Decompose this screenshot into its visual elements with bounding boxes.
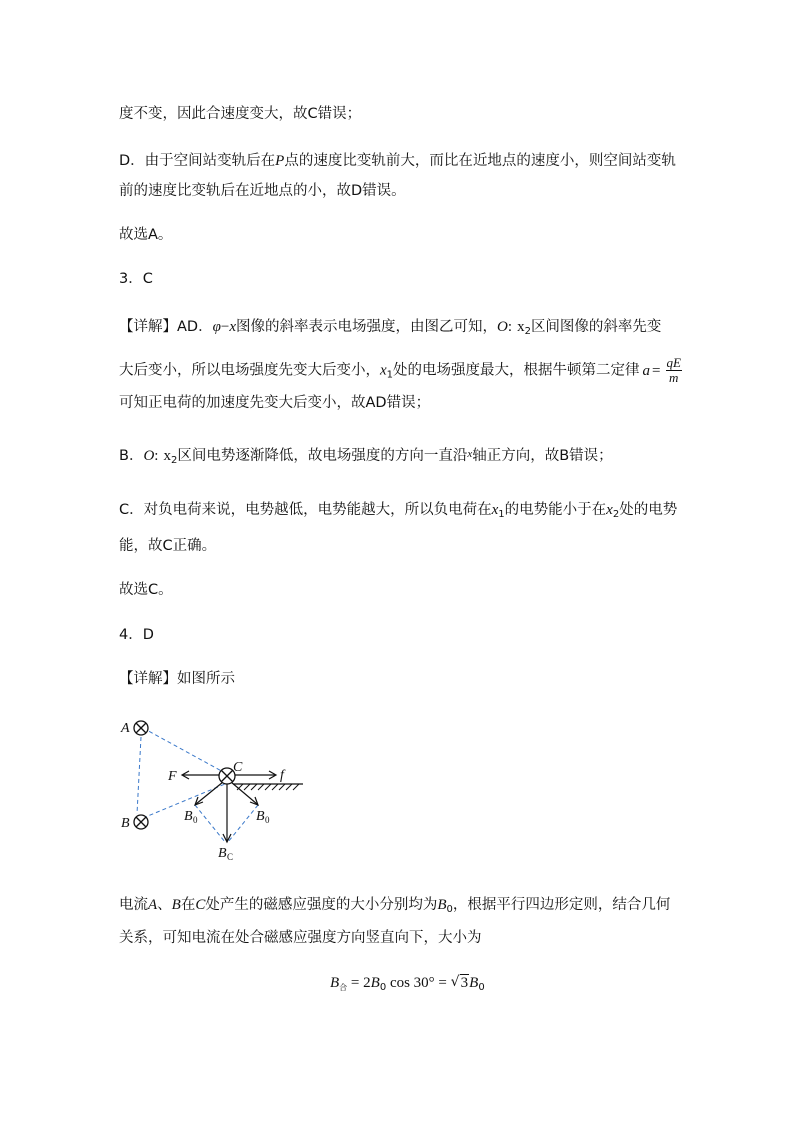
radicand: 3 <box>460 975 469 991</box>
magnetic-field-diagram <box>115 710 315 870</box>
text-segment: 点的速度比变轨前大，而比在近地点的速度小，则空间站变轨 <box>284 153 676 169</box>
math-symbol: x <box>517 319 525 335</box>
math-symbol: B <box>330 975 340 991</box>
line-2 <box>119 151 676 171</box>
dashed-line-b0-left-to-bc <box>195 805 225 842</box>
question-number <box>119 625 154 645</box>
text-segment: 【详解】如图所示 <box>119 671 235 687</box>
text-segment: ，根据平行四边形定则，结合几何 <box>452 897 671 913</box>
line-1 <box>119 104 361 124</box>
dashed-line-b0-right-to-bc <box>228 805 258 842</box>
text-segment: 关系，可知电流在处合磁感应强度方向竖直向下，大小为 <box>119 930 482 946</box>
math-symbol: P <box>275 153 285 169</box>
text-segment: 能，故C正确。 <box>119 538 217 554</box>
math-symbol: a <box>642 362 651 379</box>
math-symbol: B <box>370 975 380 991</box>
label-BC: B <box>218 846 227 861</box>
math-text: = 2 <box>347 975 371 991</box>
label-f: f <box>280 768 284 783</box>
text-segment: 3．C <box>119 271 153 287</box>
math-symbol: C <box>195 897 206 913</box>
math-subscript: 0 <box>446 904 453 915</box>
label-B0-left: B <box>184 809 193 824</box>
label-BC-sub: C <box>227 852 234 862</box>
line-9 <box>119 444 613 471</box>
arrow-F <box>182 771 219 779</box>
line-4 <box>119 225 172 245</box>
math-subscript: 1 <box>386 369 394 381</box>
math-symbol: x <box>163 448 171 464</box>
text-segment: D．由于空间站变轨后在 <box>119 153 276 169</box>
text-segment: 在 <box>180 897 196 913</box>
dashed-line-a-c <box>143 728 227 774</box>
line-15 <box>119 895 670 920</box>
math-symbol: B <box>171 897 181 913</box>
math-text: cos 30° = <box>386 975 451 991</box>
math-symbol: A <box>148 897 158 913</box>
text-segment: C．对负电荷来说，电势越低，电势能越大，所以负电荷在 <box>119 502 492 518</box>
math-subscript: 2 <box>612 509 620 520</box>
text-segment: 处的电场强度最大，根据牛顿第二定律 <box>393 362 640 379</box>
line-3 <box>119 181 406 201</box>
math-symbol: : <box>507 319 513 335</box>
label-B0-left-sub: 0 <box>193 815 198 825</box>
text-segment: 电流 <box>119 897 148 913</box>
line-6 <box>119 317 661 342</box>
math-subscript: 0 <box>478 982 485 993</box>
label-B: B <box>121 816 130 831</box>
line-7 <box>119 356 682 386</box>
wire-B-symbol <box>134 815 148 829</box>
math-symbol: O <box>143 448 155 464</box>
line-14 <box>119 669 235 689</box>
wire-A-symbol <box>134 721 148 735</box>
result-formula <box>330 975 485 993</box>
math-symbol: O <box>497 319 508 335</box>
math-symbol: = <box>652 362 661 379</box>
question-number <box>119 269 153 289</box>
text-segment: 、 <box>157 897 172 913</box>
math-symbol: B <box>437 897 447 913</box>
line-10 <box>119 500 677 525</box>
ground-hatching <box>237 784 299 790</box>
text-segment: 前的速度比变轨后在近地点的小，故D错误。 <box>119 183 406 199</box>
text-segment: 故选A。 <box>119 227 173 243</box>
text-segment: 图像的斜率表示电场强度，由图乙可知， <box>236 319 498 335</box>
math-symbol: B <box>469 975 479 991</box>
math-symbol: x <box>491 502 499 518</box>
text-segment: 区间电势逐渐降低，故电场强度的方向一直沿 <box>177 448 468 464</box>
text-segment: 可知正电荷的加速度先变大后变小，故AD错误； <box>119 395 431 411</box>
arrow-BC <box>223 784 231 842</box>
math-subscript: 合 <box>339 983 348 992</box>
line-12 <box>119 580 173 600</box>
line-8 <box>119 393 430 413</box>
text-segment: 处的电势 <box>619 502 678 518</box>
label-C: C <box>233 760 243 775</box>
fraction <box>666 356 682 385</box>
text-segment: 4．D <box>119 627 154 643</box>
math-symbol: − <box>220 319 230 335</box>
text-segment: 度不变，因此合速度变大，故C错误； <box>119 106 362 122</box>
text-segment: 故选C。 <box>119 582 173 598</box>
math-subscript: 2 <box>170 455 178 466</box>
label-A: A <box>121 721 130 736</box>
text-segment: B． <box>119 448 144 464</box>
text-segment: 轴正方向，故B错误； <box>472 448 613 464</box>
text-segment: 处产生的磁感应强度的大小分别均为 <box>205 897 438 913</box>
radical-sign: √ <box>450 974 460 990</box>
fraction-denominator: m <box>669 370 679 385</box>
math-symbol: x <box>380 362 387 379</box>
text-segment: 区间图像的斜率先变 <box>530 319 662 335</box>
text-segment: 【详解】AD． <box>119 319 213 335</box>
label-F: F <box>168 769 177 784</box>
dashed-line-a-b <box>137 737 141 814</box>
text-segment: 大后变小，所以电场强度先变大后变小， <box>119 362 380 379</box>
fraction-numerator: qE <box>666 355 681 370</box>
math-subscript: 1 <box>498 509 505 520</box>
text-segment: 的电势能小于在 <box>504 502 607 518</box>
math-symbol: x <box>606 502 613 518</box>
line-11 <box>119 536 216 556</box>
arrow-B0-right <box>231 782 258 805</box>
square-root <box>451 976 470 991</box>
label-B0-right: B <box>256 809 265 824</box>
math-symbol: φ <box>212 319 221 335</box>
arrow-B0-left <box>195 782 223 805</box>
math-symbol: x <box>467 448 473 460</box>
label-B0-right-sub: 0 <box>265 815 270 825</box>
math-subscript: 2 <box>524 326 531 337</box>
math-symbol: x <box>229 319 237 335</box>
math-symbol: : <box>154 448 159 464</box>
math-subscript: 0 <box>379 982 387 993</box>
line-16 <box>119 928 482 948</box>
